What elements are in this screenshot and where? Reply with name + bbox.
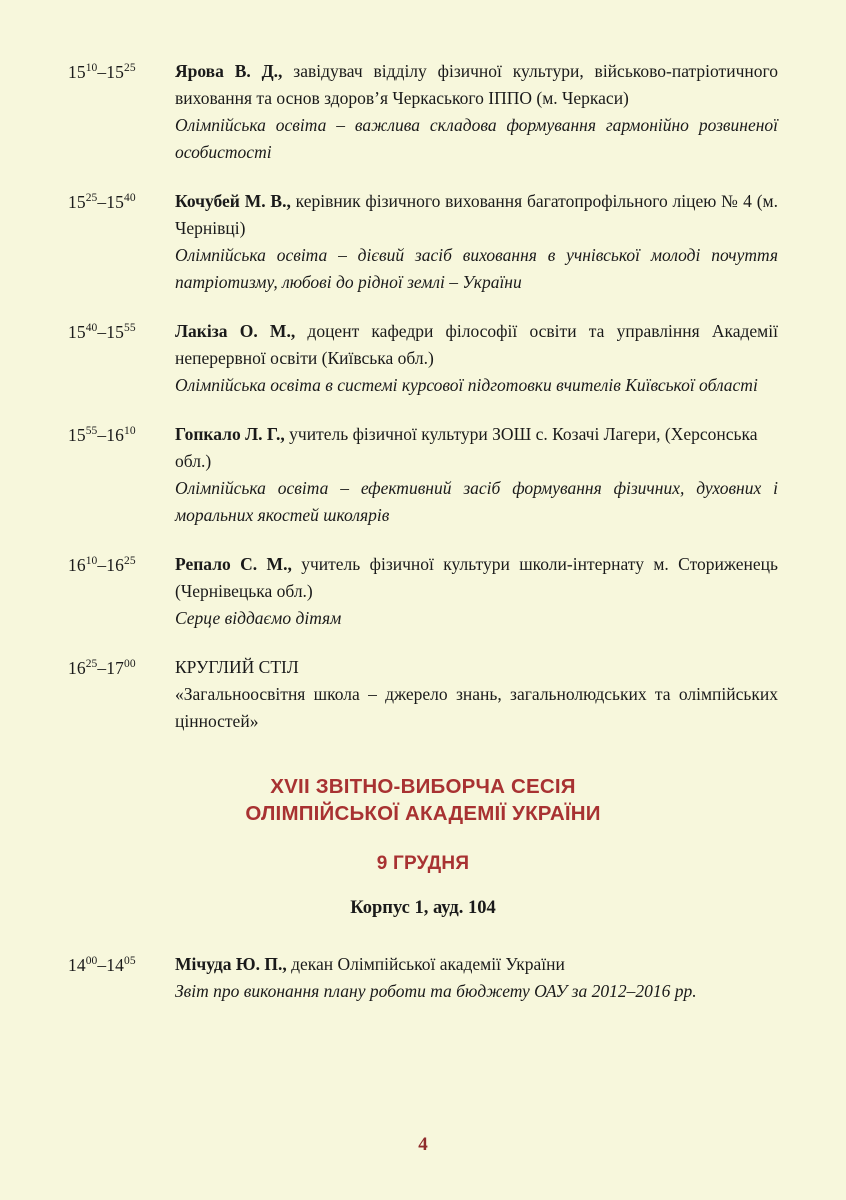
- time-start: 14: [68, 954, 86, 975]
- session-title-line-1: XVII ЗВІТНО-ВИБОРЧА СЕСІЯ: [270, 775, 576, 798]
- session-schedule-entry: [68, 951, 778, 1005]
- time-dash: –: [97, 424, 107, 445]
- entry-description: [175, 421, 778, 475]
- time-dash: –: [97, 657, 107, 678]
- page-number: 4: [418, 1134, 428, 1155]
- time-end: 14: [106, 954, 124, 975]
- time-start: 15: [68, 321, 86, 342]
- entry-body: [175, 654, 778, 735]
- time-start-minutes: 00: [85, 954, 98, 967]
- time-start: 15: [68, 191, 86, 212]
- schedule-entry: [68, 318, 778, 399]
- entry-description: [175, 58, 778, 112]
- speaker-name: Кочубей М. В.,: [175, 191, 291, 211]
- schedule-entry: [68, 421, 778, 529]
- entry-description: [175, 951, 778, 978]
- schedule-entry: [68, 58, 778, 166]
- round-table-heading: КРУГЛИЙ СТІЛ: [175, 657, 299, 677]
- time-end: 16: [106, 424, 124, 445]
- speaker-name: Ярова В. Д.,: [175, 61, 283, 81]
- time-end-minutes: 05: [123, 954, 136, 967]
- page-content: [68, 58, 778, 1027]
- entry-time: [68, 654, 175, 682]
- session-title-line-2: ОЛІМПІЙСЬКОЇ АКАДЕМІЇ УКРАЇНИ: [245, 802, 601, 825]
- entry-body: [175, 551, 778, 632]
- time-dash: –: [97, 554, 107, 575]
- time-start-minutes: 40: [85, 321, 98, 334]
- entry-topic: Олімпійська освіта – дієвий засіб виховання в учнівської молоді почуття патріотизму, любові до рідної землі – України: [175, 245, 778, 292]
- speaker-affiliation: доцент кафедри філософії освіти та управління Академії неперервної освіти (Київська обл.): [175, 321, 778, 368]
- entry-topic: Олімпійська освіта – важлива складова формування гармонійно розвиненої особистості: [175, 115, 778, 162]
- time-end-minutes: 40: [123, 191, 136, 204]
- time-end-minutes: 10: [123, 424, 136, 437]
- time-end-minutes: 00: [123, 657, 136, 670]
- speaker-affiliation: учитель фізичної культури ЗОШ с. Козачі Лагери, (Херсонська обл.): [175, 424, 758, 471]
- time-start-minutes: 25: [85, 657, 98, 670]
- time-end: 15: [106, 321, 124, 342]
- time-start-minutes: 55: [85, 424, 98, 437]
- speaker-affiliation: декан Олімпійської академії України: [286, 954, 565, 974]
- entry-description: [175, 551, 778, 605]
- time-start: 16: [68, 554, 86, 575]
- entry-topic: Олімпійська освіта в системі курсової підготовки вчителів Київської області: [175, 375, 758, 395]
- time-dash: –: [97, 321, 107, 342]
- time-end: 16: [106, 554, 124, 575]
- entry-time: [68, 188, 175, 216]
- entry-body: [175, 318, 778, 399]
- speaker-name: Репало С. М.,: [175, 554, 292, 574]
- entry-time: [68, 58, 175, 86]
- time-end-minutes: 55: [123, 321, 136, 334]
- time-dash: –: [97, 954, 107, 975]
- entry-topic: Звіт про виконання плану роботи та бюджету ОАУ за 2012–2016 рр.: [175, 981, 697, 1001]
- speaker-name: Лакіза О. М.,: [175, 321, 296, 341]
- time-end: 17: [106, 657, 124, 678]
- speaker-name: Гопкало Л. Г.,: [175, 424, 285, 444]
- session-room: Корпус 1, ауд. 104: [350, 898, 496, 918]
- entry-body: [175, 58, 778, 166]
- time-start-minutes: 10: [85, 61, 98, 74]
- entry-body: [175, 421, 778, 529]
- speaker-affiliation: учитель фізичної культури школи-інтернату м. Сториженець (Чернівецька обл.): [175, 554, 779, 601]
- time-end: 15: [106, 61, 124, 82]
- time-end-minutes: 25: [123, 554, 136, 567]
- entry-time: [68, 951, 175, 979]
- time-start: 15: [68, 61, 86, 82]
- entry-body: [175, 188, 778, 296]
- time-end-minutes: 25: [123, 61, 136, 74]
- entry-description: [175, 188, 778, 242]
- entry-topic: Олімпійська освіта – ефективний засіб формування фізичних, духовних і моральних якостей школярів: [175, 478, 778, 525]
- session-date: 9 ГРУДНЯ: [376, 853, 470, 874]
- round-table-entry: [68, 654, 778, 735]
- speaker-affiliation: керівник фізичного виховання багатопрофільного ліцею № 4 (м. Чернівці): [175, 191, 778, 238]
- entry-topic: Серце віддаємо дітям: [175, 608, 342, 628]
- entry-time: [68, 318, 175, 346]
- schedule-entry: [68, 551, 778, 632]
- time-start: 15: [68, 424, 86, 445]
- time-start-minutes: 25: [85, 191, 98, 204]
- time-start: 16: [68, 657, 86, 678]
- entry-time: [68, 551, 175, 579]
- time-dash: –: [97, 191, 107, 212]
- time-start-minutes: 10: [85, 554, 98, 567]
- round-table-subject: «Загальноосвітня школа – джерело знань, загальнолюдських та олімпійських цінностей»: [175, 684, 778, 731]
- session-block: [68, 773, 778, 921]
- speaker-affiliation: завідувач відділу фізичної культури, військово-патріотичного виховання та основ здоров’я Черкаського ІППО (м. Черкаси): [175, 61, 778, 108]
- schedule-entry: [68, 188, 778, 296]
- speaker-name: Мічуда Ю. П.,: [175, 954, 287, 974]
- time-end: 15: [106, 191, 124, 212]
- entry-description: [175, 318, 778, 372]
- time-dash: –: [97, 61, 107, 82]
- entry-body: [175, 951, 778, 1005]
- entry-time: [68, 421, 175, 449]
